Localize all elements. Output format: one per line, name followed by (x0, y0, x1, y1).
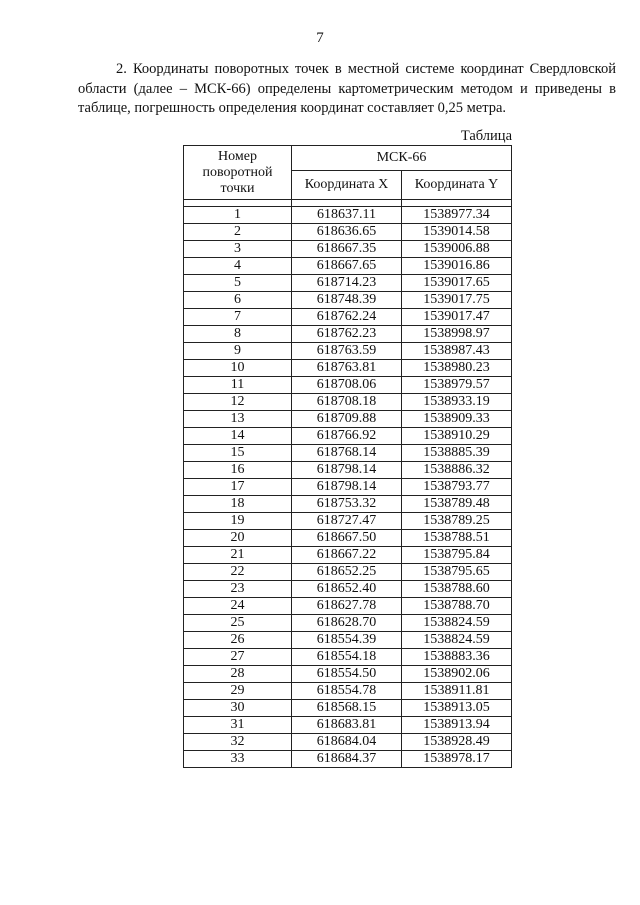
table-row (184, 751, 512, 768)
coordinate-y-cell: 1538978.17 (402, 751, 512, 768)
point-number-cell: 20 (184, 530, 292, 547)
table-row (184, 224, 512, 241)
coordinate-y-cell: 1538980.23 (402, 360, 512, 377)
coordinate-y-cell: 1539017.75 (402, 292, 512, 309)
point-number-cell: 12 (184, 394, 292, 411)
point-number-cell: 18 (184, 496, 292, 513)
point-number-cell: 7 (184, 309, 292, 326)
header-coordinate-system: МСК-66 (292, 146, 512, 171)
point-number-cell: 14 (184, 428, 292, 445)
coordinate-x-cell: 618762.24 (292, 309, 402, 326)
coordinate-y-cell: 1538788.70 (402, 598, 512, 615)
point-number-cell: 21 (184, 547, 292, 564)
coordinate-x-cell: 618667.50 (292, 530, 402, 547)
table-row (184, 564, 512, 581)
table-row (184, 241, 512, 258)
point-number-cell: 10 (184, 360, 292, 377)
table-row (184, 598, 512, 615)
coordinate-y-cell: 1538977.34 (402, 207, 512, 224)
coordinate-x-cell: 618748.39 (292, 292, 402, 309)
coordinate-x-cell: 618628.70 (292, 615, 402, 632)
table-row (184, 275, 512, 292)
coordinate-x-cell: 618568.15 (292, 700, 402, 717)
coordinate-x-cell: 618708.18 (292, 394, 402, 411)
coordinate-y-cell: 1538933.19 (402, 394, 512, 411)
header-point-number: Номер поворотной точки (184, 146, 292, 200)
coordinate-x-cell: 618554.18 (292, 649, 402, 666)
point-number-cell: 8 (184, 326, 292, 343)
coordinate-y-cell: 1538928.49 (402, 734, 512, 751)
table-row (184, 292, 512, 309)
coordinate-y-cell: 1538885.39 (402, 445, 512, 462)
point-number-cell: 2 (184, 224, 292, 241)
point-number-cell: 1 (184, 207, 292, 224)
header-coordinate-y: Координата Y (402, 171, 512, 200)
coordinate-y-cell: 1538902.06 (402, 666, 512, 683)
table-row (184, 428, 512, 445)
point-number-cell: 33 (184, 751, 292, 768)
coordinate-y-cell: 1539014.58 (402, 224, 512, 241)
point-number-cell: 11 (184, 377, 292, 394)
coordinate-x-cell: 618652.40 (292, 581, 402, 598)
point-number-cell: 24 (184, 598, 292, 615)
body-paragraph: 2. Координаты поворотных точек в местной системе координат Свердловской области (далее – МСК-66) определены картометрическим методом и приведены в таблице, погрешность определения координат составляет 0,25 метра. (78, 61, 616, 116)
point-number-cell: 30 (184, 700, 292, 717)
table-body (184, 207, 512, 768)
table-row (184, 513, 512, 530)
table-row (184, 377, 512, 394)
coordinate-x-cell: 618708.06 (292, 377, 402, 394)
coordinate-x-cell: 618798.14 (292, 479, 402, 496)
table-row (184, 326, 512, 343)
table-row (184, 394, 512, 411)
coordinate-y-cell: 1538911.81 (402, 683, 512, 700)
page-number: 7 (316, 30, 324, 46)
coordinate-x-cell: 618684.37 (292, 751, 402, 768)
point-number-cell: 15 (184, 445, 292, 462)
coordinate-x-cell: 618798.14 (292, 462, 402, 479)
coordinate-y-cell: 1538795.84 (402, 547, 512, 564)
point-number-cell: 31 (184, 717, 292, 734)
coordinate-x-cell: 618652.25 (292, 564, 402, 581)
coordinate-y-cell: 1538987.43 (402, 343, 512, 360)
point-number-cell: 26 (184, 632, 292, 649)
table-row (184, 615, 512, 632)
table-row (184, 411, 512, 428)
coordinate-y-cell: 1538913.05 (402, 700, 512, 717)
table-row (184, 547, 512, 564)
coordinate-y-cell: 1538979.57 (402, 377, 512, 394)
table-row (184, 462, 512, 479)
table-row (184, 683, 512, 700)
point-number-cell: 9 (184, 343, 292, 360)
coordinate-y-cell: 1538998.97 (402, 326, 512, 343)
coordinate-x-cell: 618637.11 (292, 207, 402, 224)
point-number-cell: 6 (184, 292, 292, 309)
table-row (184, 666, 512, 683)
point-number-cell: 29 (184, 683, 292, 700)
table-row (184, 530, 512, 547)
table-row (184, 632, 512, 649)
point-number-cell: 3 (184, 241, 292, 258)
header-coordinate-x: Координата X (292, 171, 402, 200)
table-row (184, 309, 512, 326)
coordinate-x-cell: 618766.92 (292, 428, 402, 445)
coordinate-x-cell: 618667.22 (292, 547, 402, 564)
coordinate-x-cell: 618762.23 (292, 326, 402, 343)
point-number-cell: 13 (184, 411, 292, 428)
table-row (184, 717, 512, 734)
coordinate-x-cell: 618667.35 (292, 241, 402, 258)
coordinate-x-cell: 618684.04 (292, 734, 402, 751)
coordinate-y-cell: 1538913.94 (402, 717, 512, 734)
coordinate-y-cell: 1538789.48 (402, 496, 512, 513)
coordinate-y-cell: 1538886.32 (402, 462, 512, 479)
point-number-cell: 32 (184, 734, 292, 751)
coordinate-x-cell: 618709.88 (292, 411, 402, 428)
table-row (184, 207, 512, 224)
coordinate-x-cell: 618763.59 (292, 343, 402, 360)
point-number-cell: 17 (184, 479, 292, 496)
table-header-row (184, 146, 512, 171)
header-spacer (184, 200, 512, 207)
coordinate-y-cell: 1538793.77 (402, 479, 512, 496)
coordinate-y-cell: 1538788.51 (402, 530, 512, 547)
coordinate-y-cell: 1539016.86 (402, 258, 512, 275)
coordinate-x-cell: 618554.39 (292, 632, 402, 649)
coordinate-x-cell: 618554.78 (292, 683, 402, 700)
point-number-cell: 19 (184, 513, 292, 530)
table-row (184, 360, 512, 377)
table-row (184, 258, 512, 275)
coordinate-y-cell: 1539017.65 (402, 275, 512, 292)
coordinates-table (183, 145, 512, 768)
table-row (184, 445, 512, 462)
coordinate-y-cell: 1538824.59 (402, 615, 512, 632)
coordinate-x-cell: 618727.47 (292, 513, 402, 530)
point-number-cell: 25 (184, 615, 292, 632)
coordinate-x-cell: 618683.81 (292, 717, 402, 734)
table-row (184, 581, 512, 598)
coordinate-x-cell: 618636.65 (292, 224, 402, 241)
coordinate-x-cell: 618763.81 (292, 360, 402, 377)
coordinate-x-cell: 618667.65 (292, 258, 402, 275)
table-row (184, 734, 512, 751)
coordinate-y-cell: 1538883.36 (402, 649, 512, 666)
table-caption: Таблица (460, 128, 512, 144)
coordinate-x-cell: 618768.14 (292, 445, 402, 462)
coordinate-y-cell: 1538789.25 (402, 513, 512, 530)
table-row (184, 649, 512, 666)
coordinate-y-cell: 1538788.60 (402, 581, 512, 598)
point-number-cell: 27 (184, 649, 292, 666)
table-row (184, 496, 512, 513)
point-number-cell: 23 (184, 581, 292, 598)
point-number-cell: 22 (184, 564, 292, 581)
table-row (184, 479, 512, 496)
coordinate-y-cell: 1539006.88 (402, 241, 512, 258)
coordinate-y-cell: 1538909.33 (402, 411, 512, 428)
table-row (184, 343, 512, 360)
point-number-cell: 4 (184, 258, 292, 275)
coordinate-x-cell: 618627.78 (292, 598, 402, 615)
coordinate-y-cell: 1538910.29 (402, 428, 512, 445)
point-number-cell: 16 (184, 462, 292, 479)
coordinate-y-cell: 1538795.65 (402, 564, 512, 581)
coordinate-x-cell: 618714.23 (292, 275, 402, 292)
point-number-cell: 5 (184, 275, 292, 292)
coordinate-y-cell: 1538824.59 (402, 632, 512, 649)
coordinate-y-cell: 1539017.47 (402, 309, 512, 326)
coordinate-x-cell: 618753.32 (292, 496, 402, 513)
coordinate-x-cell: 618554.50 (292, 666, 402, 683)
point-number-cell: 28 (184, 666, 292, 683)
table-row (184, 700, 512, 717)
